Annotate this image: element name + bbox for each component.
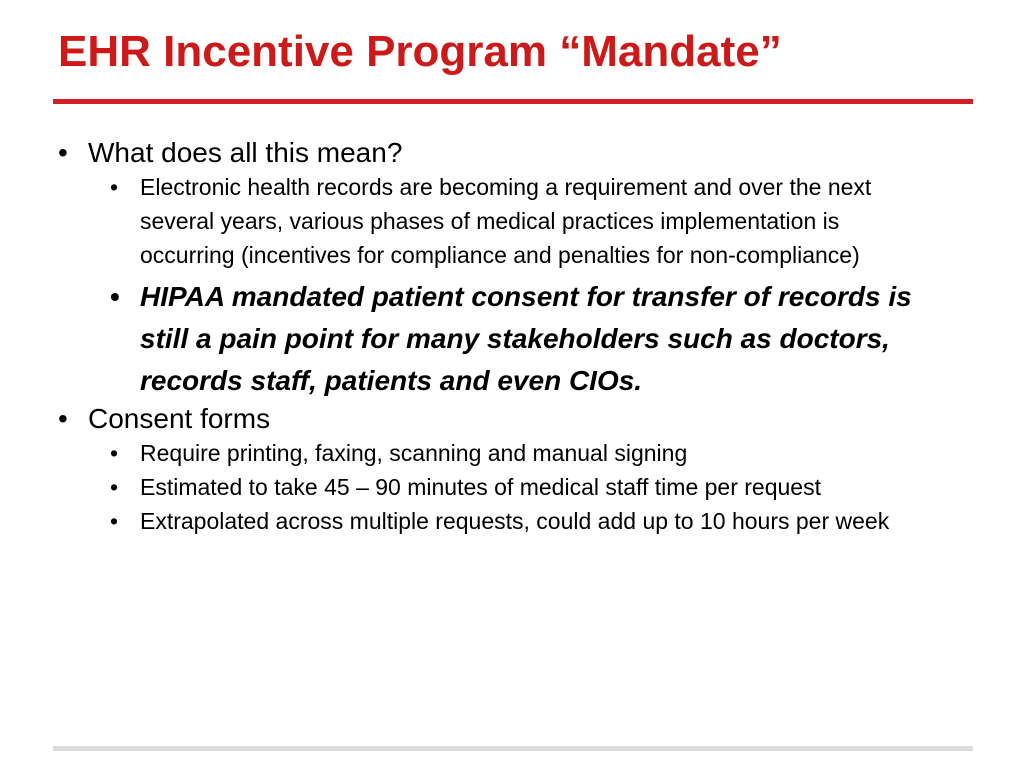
- sub-bullet-icon: •: [110, 474, 119, 500]
- sub-bullet-time-estimate: [88, 470, 910, 504]
- bullet-list: [58, 136, 958, 170]
- sub-bullet-ehr-requirement: [88, 170, 940, 272]
- bullet-text: What does all this mean?: [88, 137, 403, 168]
- bullet-icon: •: [58, 403, 68, 434]
- title-divider: [53, 99, 973, 104]
- sub-bullet-text: HIPAA mandated patient consent for transfer of records is still a pain point for many stakeholders such as doctors, records staff, patients and even CIOs.: [140, 281, 912, 396]
- sub-bullet-extrapolated: [88, 504, 960, 538]
- sub-bullet-icon: •: [110, 281, 120, 312]
- sub-bullet-hipaa-consent: [88, 276, 960, 402]
- bullet-list: [58, 402, 958, 436]
- sub-bullet-text: Estimated to take 45 – 90 minutes of medical staff time per request: [140, 474, 821, 500]
- slide-title: EHR Incentive Program “Mandate”: [58, 27, 782, 76]
- bullet-what-does-this-mean: [58, 136, 958, 170]
- bullet-icon: •: [58, 137, 68, 168]
- sub-bullet-icon: •: [110, 508, 119, 534]
- bullet-text: Consent forms: [88, 403, 271, 434]
- sub-bullet-icon: •: [110, 174, 119, 200]
- sub-bullet-text: Require printing, faxing, scanning and manual signing: [140, 440, 688, 466]
- sub-bullet-icon: •: [110, 440, 119, 466]
- sub-bullet-text: Electronic health records are becoming a requirement and over the next several years, various phases of medical practices implementation is occurring (incentives for compliance and penalties for non-compliance): [140, 174, 872, 268]
- sub-bullet-text: Extrapolated across multiple requests, could add up to 10 hours per week: [140, 508, 890, 534]
- bullet-consent-forms: [58, 402, 958, 436]
- footer-divider: [53, 746, 973, 751]
- sub-bullet-list: [58, 170, 958, 402]
- sub-bullet-printing: [88, 436, 940, 470]
- slide-body: [58, 136, 958, 538]
- sub-bullet-list: [58, 436, 958, 538]
